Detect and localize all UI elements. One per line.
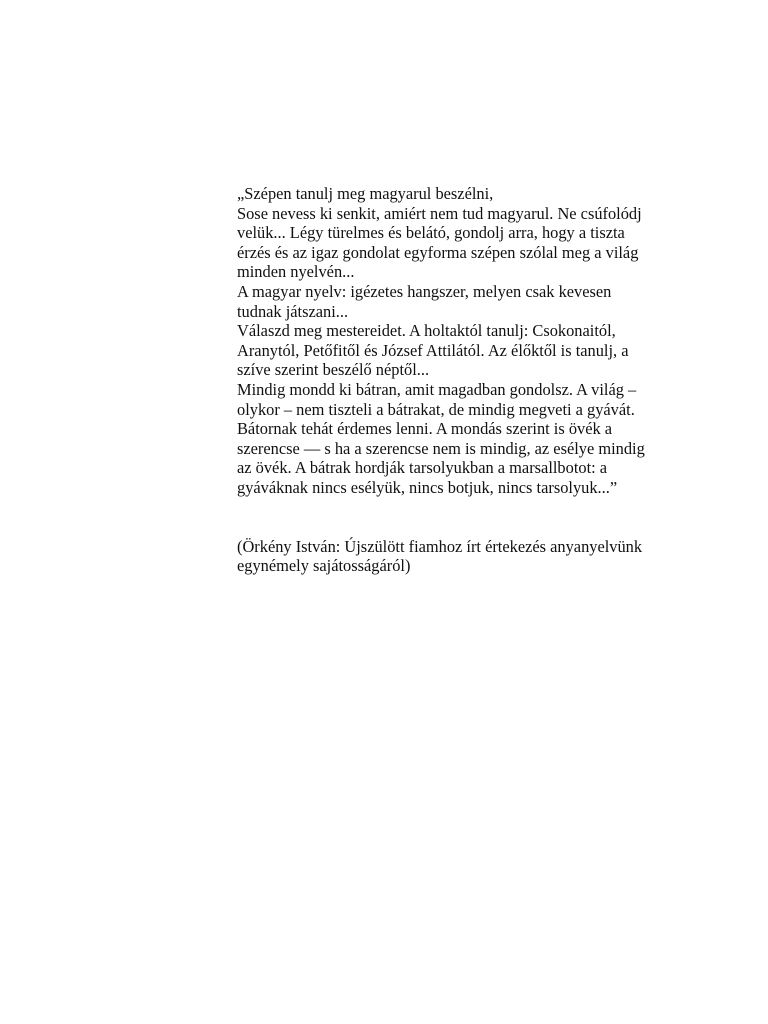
citation-line: egynémely sajátosságáról)	[237, 556, 411, 576]
quote-line: Bátornak tehát érdemes lenni. A mondás szerint is övék a	[237, 419, 613, 439]
quote-paragraph	[237, 184, 707, 498]
quote-line: olykor – nem tiszteli a bátrakat, de mindig megveti a gyávát.	[237, 399, 635, 419]
quote-line: az övék. A bátrak hordják tarsolyukban a marsallbotot: a	[237, 458, 608, 478]
citation-line: (Örkény István: Újszülött fiamhoz írt értekezés anyanyelvünk	[237, 536, 643, 556]
quote-line: érzés és az igaz gondolat egyforma szépen szólal meg a világ	[237, 242, 639, 262]
quote-line: Sose nevess ki senkit, amiért nem tud magyarul. Ne csúfolódj	[237, 203, 642, 223]
quote-line: Mindig mondd ki bátran, amit magadban gondolsz. A világ –	[237, 379, 637, 399]
quote-line: velük... Légy türelmes és belátó, gondolj arra, hogy a tiszta	[237, 223, 625, 243]
quote-line: minden nyelvén...	[237, 262, 355, 282]
quote-line: Válaszd meg mestereidet. A holtaktól tanulj: Csokonaitól,	[237, 321, 616, 341]
quote-line: Aranytól, Petőfitől és József Attilától. Az élőktől is tanulj, a	[237, 340, 629, 360]
quote-line: szerencse — s ha a szerencse nem is mindig, az esélye mindig	[237, 438, 645, 458]
document-text	[237, 184, 707, 576]
quote-line: gyáváknak nincs esélyük, nincs botjuk, nincs tarsolyuk...”	[237, 477, 618, 497]
quote-line: „Szépen tanulj meg magyarul beszélni,	[237, 184, 494, 203]
citation-paragraph	[237, 537, 707, 576]
quote-line: tudnak játszani...	[237, 301, 349, 321]
quote-line: A magyar nyelv: igézetes hangszer, melyen csak kevesen	[237, 281, 612, 301]
paragraph-gap	[237, 498, 707, 537]
quote-line: szíve szerint beszélő néptől...	[237, 360, 430, 380]
